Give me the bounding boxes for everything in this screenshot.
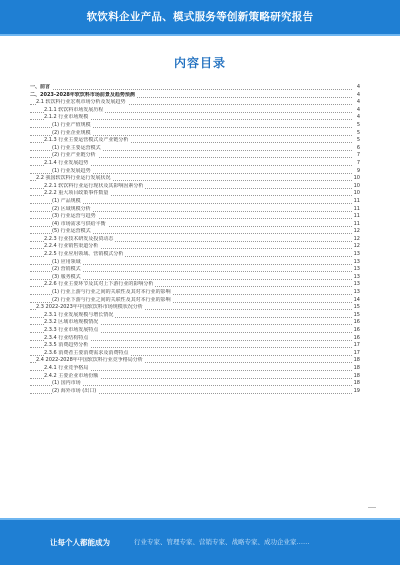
page-mark [368,507,376,508]
toc-entry[interactable] [30,243,360,251]
footer-roles: 行业专家、管理专家、营销专家、战略专家、成功企业家…… [134,538,310,546]
toc-entry-page: 13 [353,281,360,288]
toc-entry-label: (2) 区域规模分析 [52,205,91,212]
toc-entry-label: 2.2.2 重大项目政策事件数量 [44,190,109,197]
toc-entry-page: 11 [353,197,360,204]
toc-entry-label: 二、2023-2028年软饮料市场前景及趋势预测 [30,91,135,98]
toc-entry-page: 18 [353,357,360,364]
toc-entry[interactable] [30,92,360,100]
toc-entry[interactable] [30,130,360,138]
toc-entry-label: (4) 市场需求与供给平衡 [52,220,106,227]
toc-entry-page: 18 [353,372,360,379]
toc-entry-label: 2.1.2 行业市场规模 [44,114,89,121]
report-title: 软饮料企业产品、模式服务等创新策略研究报告 [86,11,314,23]
toc-entry-page: 12 [353,243,360,250]
toc-entry[interactable] [30,297,360,305]
table-of-contents [30,84,360,395]
toc-entry-label: 2.2 我国软饮料行业运行发展状况 [36,175,111,182]
toc-entry-label: 2.3.6 消费者主要消费需求及消费特点 [44,349,129,356]
toc-entry-page: 15 [353,311,360,318]
toc-entry[interactable] [30,145,360,153]
toc-entry-page: 11 [353,213,360,220]
toc-entry[interactable] [30,304,360,312]
toc-entry-label: 2.2.6 行业主要环节及其对上下游行业的影响分析 [44,281,154,288]
toc-entry-label: 2.2.3 行业技术研发及投资动态 [44,235,114,242]
toc-entry-page: 7 [352,160,360,168]
toc-entry-page: 12 [353,235,360,242]
toc-entry-page: 17 [353,342,360,349]
toc-entry-label: 2.3.2 区域市场规模情况 [44,319,99,326]
toc-entry-page: 16 [353,327,360,333]
toc-entry-page: 10 [353,190,360,197]
toc-entry-label: 2.2.1 软饮料行业运行现状及其影响因素分析 [44,182,144,189]
toc-entry-label: (3) 行业运营与趋势 [52,213,96,220]
toc-entry-page: 13 [353,251,360,258]
toc-heading: 内容目录 [173,56,226,70]
toc-entry-label: 2.4.2 主要企业市场份额 [44,372,99,379]
toc-entry[interactable] [30,281,360,289]
toc-entry[interactable] [30,319,360,327]
toc-entry-label: 2.3.1 行业发展规模与增长情况 [44,311,114,318]
toc-entry-page: 16 [353,319,360,326]
toc-entry[interactable] [30,122,360,130]
toc-entry-page: 13 [353,289,360,296]
toc-entry-label: 2.4 2022-2028年中国软饮料行业竞争格局分析 [36,357,143,364]
toc-entry-page: 4 [352,92,360,100]
toc-entry[interactable] [30,236,360,244]
toc-entry-label: (5) 行业运营模式 [52,228,91,235]
toc-entry-label: 2.1.3 行业主要运营模式及产业链分析 [44,137,129,144]
toc-entry[interactable] [30,380,360,388]
toc-entry-page: 4 [352,107,360,115]
toc-entry[interactable] [30,206,360,214]
toc-entry[interactable] [30,312,360,320]
toc-entry-label: (2) 行业下游与行业之间的关联性及其对本行业的影响 [52,296,171,303]
toc-entry[interactable] [30,228,360,236]
toc-entry-label: (1) 国内市场 [52,380,81,387]
toc-entry-label: 2.3.4 行业结构特点 [44,334,89,341]
toc-entry-page: 13 [353,266,360,273]
toc-entry-page: 4 [352,114,360,122]
toc-entry-label: 2.1.1 软饮料市场发展历程 [44,106,104,113]
toc-entry-label: 2.2.4 行业销售渠道分析 [44,243,99,250]
toc-entry[interactable] [30,388,360,396]
toc-entry-page: 5 [352,130,360,138]
toc-entry-label: 2.2.5 行业应用领域、营销模式分析 [44,251,124,258]
toc-entry-label: (2) 海外市场 (出口) [52,387,97,394]
toc-entry-label: (1) 行业产值规模 [52,121,91,128]
toc-entry-page: 4 [352,99,360,107]
toc-entry-label: 2.1 软饮料行业宏观市场分析及发展趋势 [36,99,126,106]
toc-entry[interactable] [30,152,360,160]
toc-entry[interactable] [30,175,360,183]
toc-entry-page: 13 [353,258,360,265]
toc-entry[interactable] [30,373,360,381]
toc-entry[interactable] [30,221,360,229]
toc-entry[interactable] [30,183,360,191]
toc-entry-page: 5 [352,122,360,130]
toc-entry[interactable] [30,259,360,267]
toc-entry-page: 18 [353,364,360,371]
toc-entry-page: 10 [353,175,360,182]
toc-entry[interactable] [30,114,360,122]
toc-entry-page: 10 [353,182,360,189]
toc-entry-page: 12 [353,228,360,235]
toc-entry[interactable] [30,198,360,206]
toc-entry-page: 19 [353,387,360,394]
toc-entry[interactable] [30,84,360,92]
toc-entry-page: 17 [353,349,360,356]
toc-entry-label: (2) 行业产业链分析 [52,152,96,159]
toc-entry[interactable] [30,251,360,259]
toc-entry-label: 2.1.4 行业发展趋势 [44,159,89,166]
toc-entry-label: (1) 产品规模 [52,197,81,204]
toc-entry-label: (1) 行业上游与行业之间的关联性及其对本行业的影响 [52,289,171,296]
toc-entry-label: 2.3 2022-2023年中国软饮料市场规模状况分析 [36,304,143,311]
toc-entry-page: 15 [353,304,360,311]
toc-entry[interactable] [30,107,360,115]
toc-entry[interactable] [30,137,360,145]
toc-entry[interactable] [30,357,360,365]
toc-entry[interactable] [30,350,360,358]
toc-entry[interactable] [30,213,360,221]
toc-entry-page: 6 [352,145,360,153]
toc-entry[interactable] [30,160,360,168]
header-stripe [0,34,400,36]
toc-entry[interactable] [30,335,360,343]
toc-entry-label: (2) 营销模式 [52,266,81,273]
toc-entry-page: 16 [353,334,360,341]
toc-entry-label: (1) 行业主要运营模式 [52,144,101,151]
toc-entry-page: 18 [353,380,360,387]
toc-leader-dots [30,89,352,90]
toc-entry[interactable] [30,327,360,335]
toc-entry-page: 11 [353,205,360,212]
toc-entry-label: (3) 服务模式 [52,273,81,280]
toc-entry-page: 4 [352,84,360,92]
toc-entry[interactable] [30,99,360,107]
toc-entry[interactable] [30,365,360,373]
toc-entry-label: (1) 行业发展趋势 [52,167,91,174]
toc-entry-page: 9 [352,168,360,176]
toc-entry[interactable] [30,190,360,198]
toc-entry-label: (1) 应用领域 [52,258,81,265]
toc-entry-label: 2.4.1 行业竞争格局 [44,364,89,371]
toc-entry-label: 2.3.5 消费趋势分析 [44,342,89,349]
toc-entry[interactable] [30,342,360,350]
toc-entry-page: 5 [352,137,360,145]
toc-entry-page: 7 [352,152,360,160]
toc-entry[interactable] [30,289,360,297]
toc-entry[interactable] [30,168,360,176]
toc-entry-label: (2) 行业企业规模 [52,129,91,136]
toc-entry-label: 2.3.3 行业市场发展特点 [44,327,99,333]
toc-entry-label: 一、前言 [30,84,51,90]
toc-entry-page: 13 [353,273,360,280]
toc-entry[interactable] [30,266,360,274]
toc-entry-page: 11 [353,220,360,227]
footer-slogan: 让每个人都能成为 [50,538,110,547]
toc-entry[interactable] [30,274,360,282]
toc-entry-page: 14 [353,296,360,303]
